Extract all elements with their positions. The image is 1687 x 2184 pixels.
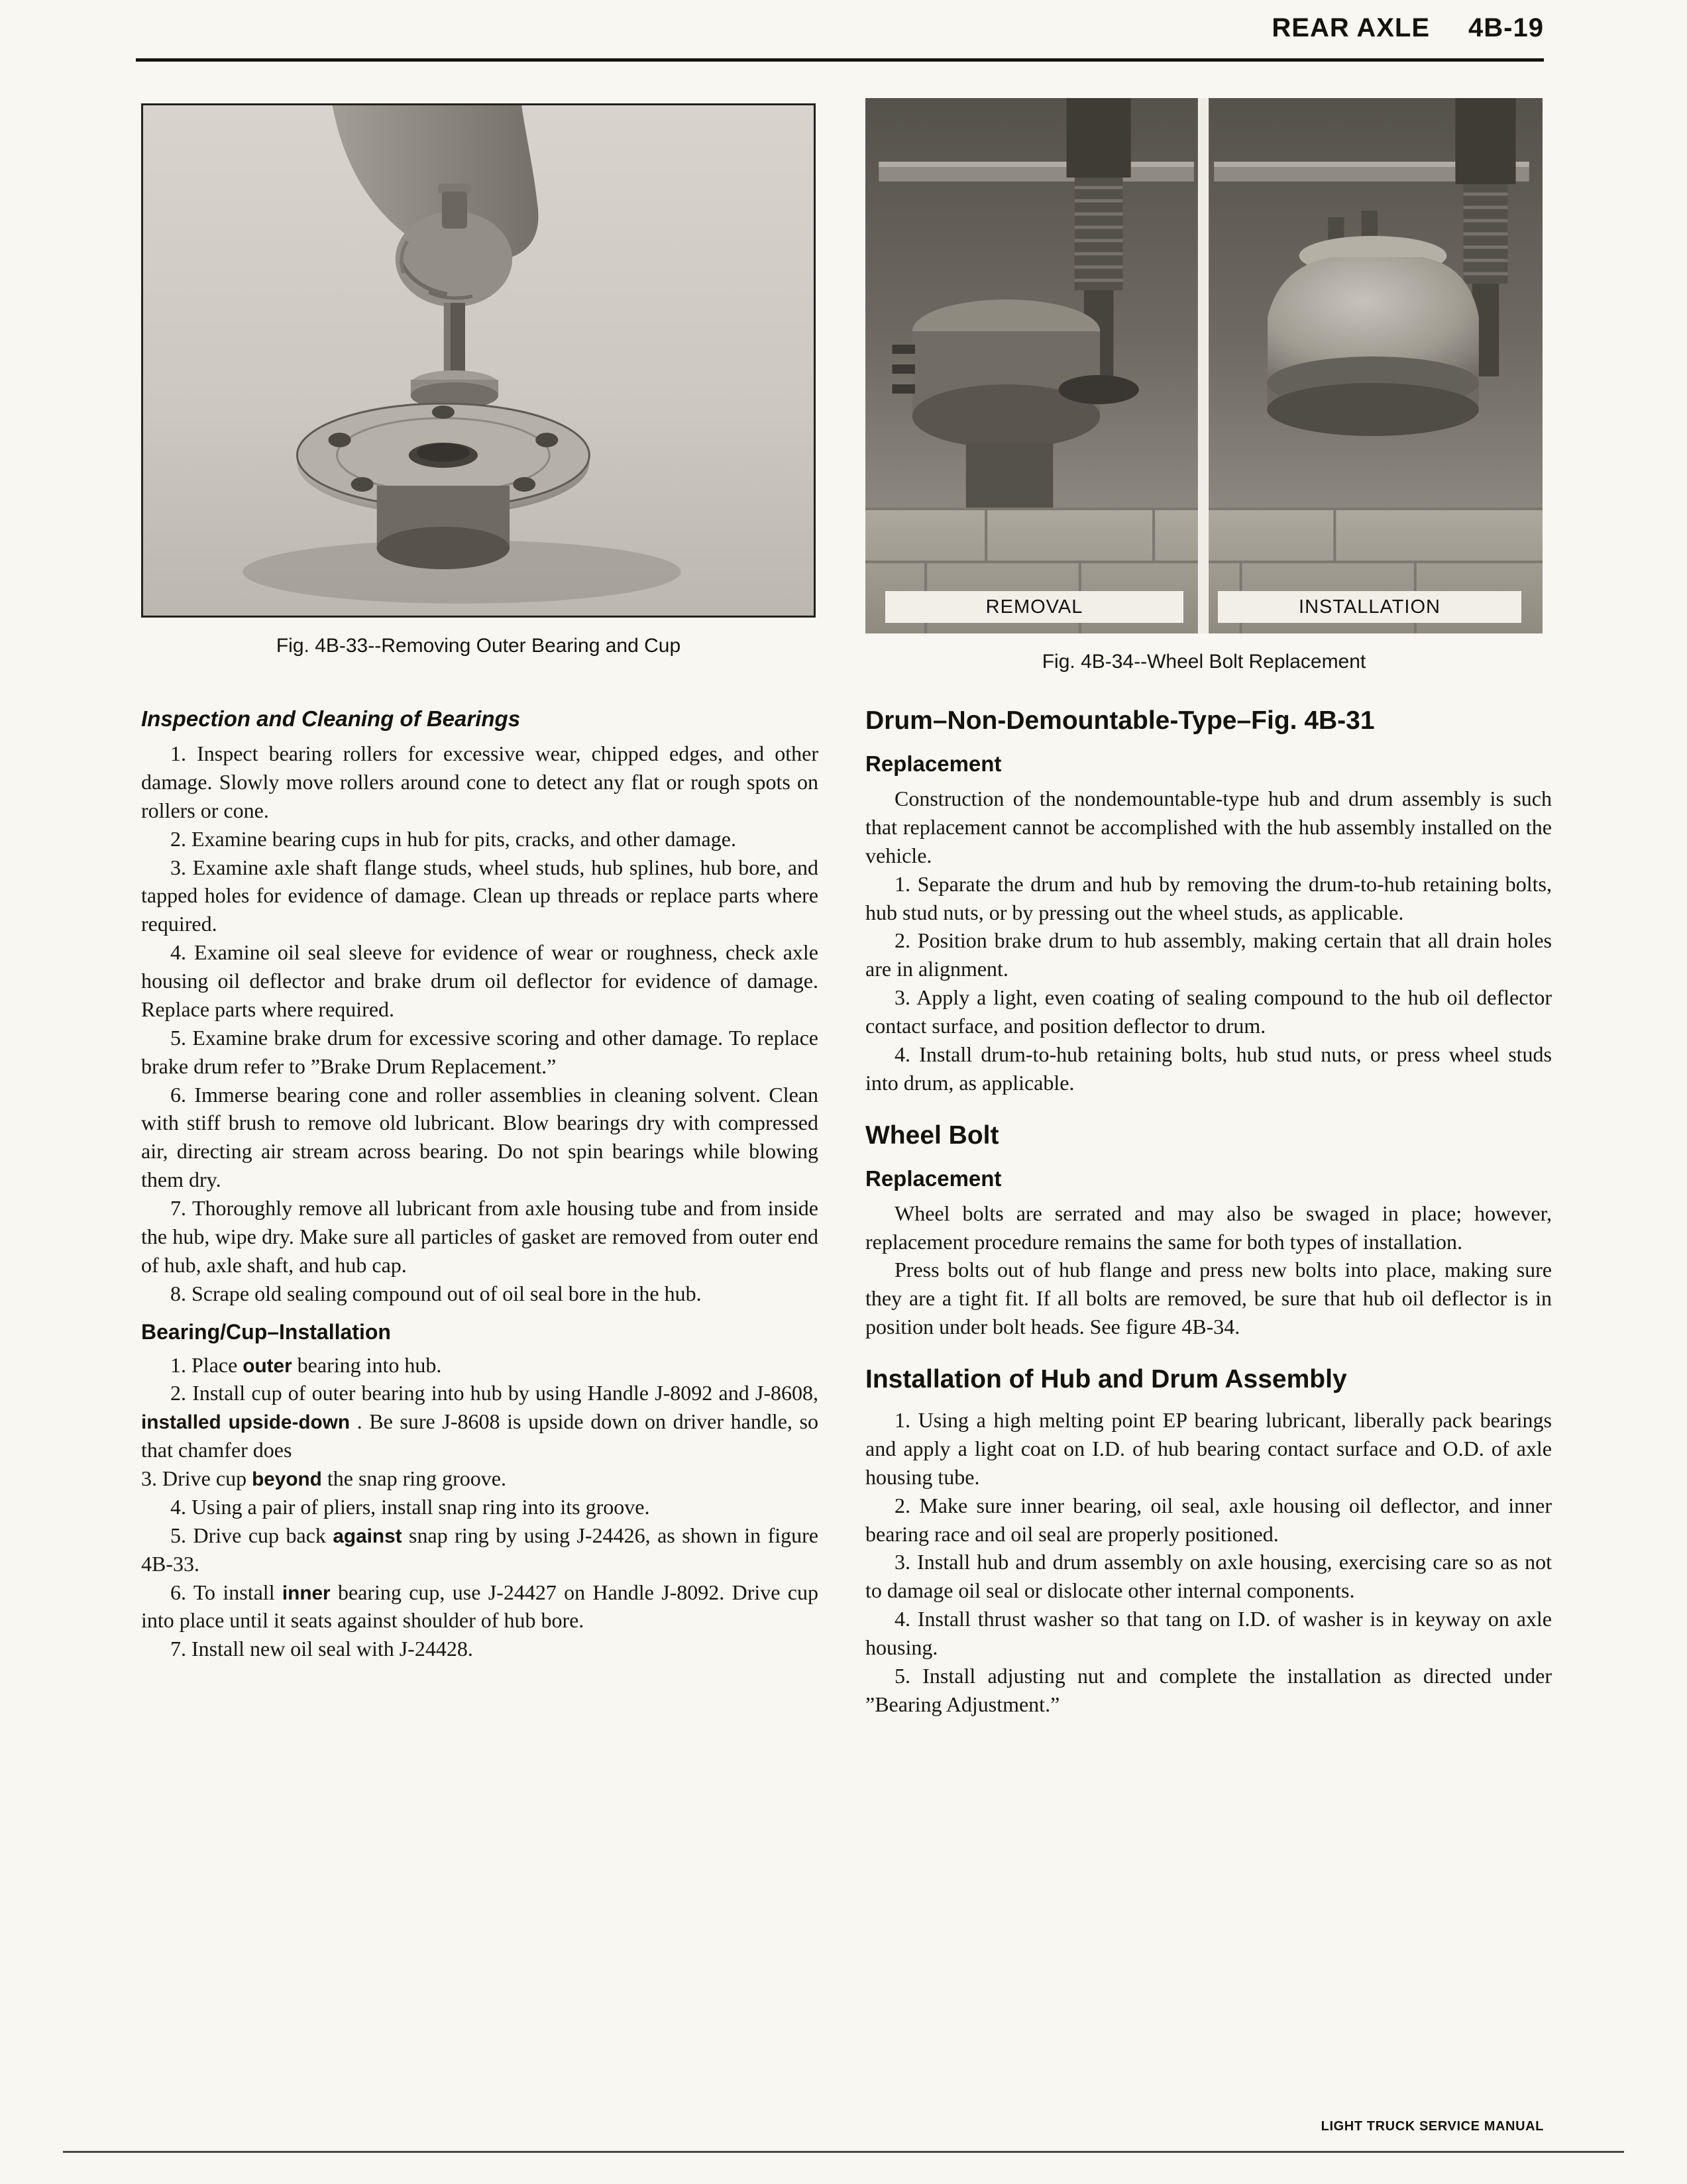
paragraph: 7. Thoroughly remove all lubricant from axle housing tube and from inside the hub, wipe dry. Make sure all particles of gasket are removed from outer end of hub, axle shaft, and hub cap.: [141, 1196, 818, 1277]
header-rule: [136, 58, 1544, 62]
header-page-number: 4B-19: [1468, 13, 1544, 42]
heading-installation-hub-drum: Installation of Hub and Drum Assembly: [865, 1365, 1347, 1393]
paragraph: 1. Separate the drum and hub by removing the drum-to-hub retaining bolts, hub stud nuts, or by pressing out the wheel studs, as applicable.: [865, 871, 1552, 924]
photo-divider: [1198, 98, 1209, 633]
heading-bearing-cup-installation: Bearing/Cup–Installation: [141, 1319, 391, 1344]
bottom-rule: [63, 2151, 1624, 2153]
paragraph: 5. Drive cup back against snap ring by using J-24426, as shown in figure 4B-33.: [141, 1523, 819, 1576]
right-column: [865, 706, 1552, 1719]
wheel-bolt-paragraphs: [865, 1199, 1552, 1341]
paragraph: 3. Examine axle shaft flange studs, wheel studs, hub splines, hub bore, and tapped holes for evidence of damage. Clean up threads or replace parts where required.: [141, 855, 818, 936]
photo-illustration-press-removal-installation: [865, 98, 1543, 633]
paragraph: 3. Apply a light, even coating of sealing compound to the hub oil deflector contact surface, and position deflector to drum.: [865, 985, 1552, 1038]
paragraph: 2. Install cup of outer bearing into hub by using Handle J-8092 and J-8608, installed upside-down . Be sure J-8608 is upside down on driver handle, so that chamfer does: [141, 1381, 819, 1462]
paragraph: 6. Immerse bearing cone and roller assemblies in cleaning solvent. Clean with stiff brush to remove old lubricant. Blow bearings dry with compressed air, directing air stream across bearing. Do not spin bearings while blowing them dry.: [141, 1082, 818, 1192]
subheading-replacement-wheel-bolt: Replacement: [865, 1166, 1002, 1191]
figure-4b-34: [865, 98, 1543, 673]
paragraph: 1. Inspect bearing rollers for excessive wear, chipped edges, and other damage. Slowly move rollers around cone to detect any flat or rough spots on rollers or cone.: [141, 741, 818, 822]
photo-label-removal: REMOVAL: [885, 591, 1183, 623]
photo-removing-outer-bearing: [141, 103, 816, 618]
figure-caption-4b-33: Fig. 4B-33--Removing Outer Bearing and Cup: [276, 635, 681, 657]
photo-wheel-bolt-replacement: [865, 98, 1543, 633]
photo-illustration-hand-tool-hub: [143, 105, 814, 616]
paragraph: Construction of the nondemountable-type hub and drum assembly is such that replacement cannot be accomplished with the hub assembly installed on the vehicle.: [865, 787, 1552, 867]
paragraph: 5. Install adjusting nut and complete the installation as directed under ”Bearing Adjustment.”: [865, 1663, 1552, 1716]
figure-caption-4b-34: Fig. 4B-34--Wheel Bolt Replacement: [1042, 651, 1366, 673]
paragraph: 7. Install new oil seal with J-24428.: [170, 1637, 473, 1661]
paragraph: 3. Install hub and drum assembly on axle housing, exercising care so as not to damage oil seal or dislocate other internal components.: [865, 1550, 1552, 1603]
footer-manual-title: LIGHT TRUCK SERVICE MANUAL: [1321, 2119, 1544, 2134]
bold-emphasis: installed upside-down: [141, 1411, 351, 1434]
left-column: [141, 706, 818, 1663]
paragraph: 2. Make sure inner bearing, oil seal, axle housing oil deflector, and inner bearing race and oil seal are properly positioned.: [865, 1493, 1552, 1546]
paragraph: Press bolts out of hub flange and press new bolts into place, making sure they are a tight fit. If all bolts are removed, be sure that hub oil deflector is in position under bolt heads. See figure 4B-34.: [865, 1258, 1552, 1339]
bearing-cup-steps: [141, 1351, 818, 1664]
page-header: [136, 13, 1544, 43]
heading-wheel-bolt: Wheel Bolt: [865, 1120, 999, 1150]
heading-inspection-cleaning: Inspection and Cleaning of Bearings: [141, 706, 521, 731]
installation-paragraphs: [865, 1406, 1552, 1719]
paragraph: 2. Examine bearing cups in hub for pits, cracks, and other damage.: [170, 826, 736, 851]
paragraph: 2. Position brake drum to hub assembly, making certain that all drain holes are in alignment.: [865, 928, 1552, 981]
bold-emphasis: against: [333, 1525, 402, 1547]
bold-emphasis: inner: [282, 1582, 331, 1604]
paragraph: 4. Examine oil seal sleeve for evidence of wear or roughness, check axle housing oil deflector and brake drum oil deflector for evidence of damage. Replace parts where required.: [141, 940, 818, 1021]
header-section-title: REAR AXLE: [1272, 13, 1431, 42]
photo-label-installation: INSTALLATION: [1218, 591, 1521, 623]
paragraph: 4. Install thrust washer so that tang on I.D. of washer is in keyway on axle housing.: [865, 1607, 1552, 1659]
inspection-steps: [141, 739, 818, 1308]
subheading-replacement-drum: Replacement: [865, 751, 1002, 776]
paragraph: 5. Examine brake drum for excessive scoring and other damage. To replace brake drum refer to ”Brake Drum Replacement.”: [141, 1025, 818, 1078]
paragraph: 4. Install drum-to-hub retaining bolts, hub stud nuts, or press wheel studs into drum, as applicable.: [865, 1042, 1552, 1095]
paragraph: 3. Drive cup beyond the snap ring groove.: [141, 1466, 506, 1490]
paragraph: 1. Place outer bearing into hub.: [170, 1352, 442, 1377]
paragraph: Wheel bolts are serrated and may also be swaged in place; however, replacement procedure remains the same for both types of installation.: [865, 1201, 1552, 1254]
paragraph: 1. Using a high melting point EP bearing lubricant, liberally pack bearings and apply a light coat on I.D. of hub bearing contact surface and O.D. of axle housing tube.: [865, 1408, 1552, 1489]
heading-drum-non-demountable: Drum–Non-Demountable-Type–Fig. 4B-31: [865, 706, 1375, 735]
paragraph: 8. Scrape old sealing compound out of oil seal bore in the hub.: [170, 1281, 702, 1305]
bold-emphasis: outer: [243, 1354, 292, 1377]
paragraph: 6. To install inner bearing cup, use J-24427 on Handle J-8092. Drive cup into place until it seats against shoulder of hub bore.: [141, 1580, 818, 1633]
drum-replacement-paragraphs: [865, 785, 1552, 1097]
paragraph: 4. Using a pair of pliers, install snap ring into its groove.: [170, 1494, 650, 1519]
figure-4b-33: [141, 103, 816, 657]
bold-emphasis: beyond: [252, 1468, 322, 1490]
